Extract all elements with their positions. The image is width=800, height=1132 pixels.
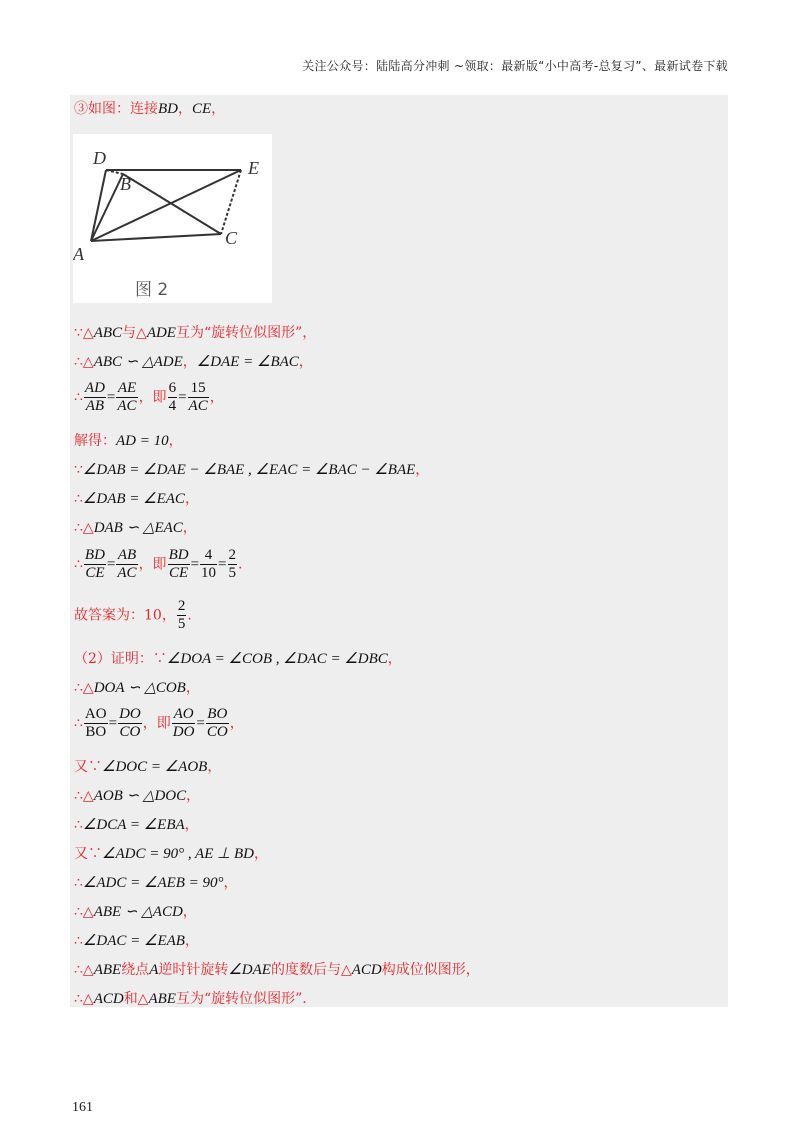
label-c: C [225,228,238,248]
line-given [74,322,316,342]
label-b: B [120,174,131,194]
math: ACD [351,962,382,978]
fraction: $\frac{AB}{AC}$ [117,547,137,581]
text: ， [184,491,199,507]
text: ， [209,389,224,406]
line-similar [74,351,313,371]
line-similar-2 [74,517,197,537]
text: 互为“旋转位似图形”. [175,991,307,1007]
text: ， [186,788,201,804]
math: ∠DAB = ∠DAE − ∠BAE , ∠EAC = ∠BAC − ∠BAE [82,462,416,478]
page-number: 161 [72,1100,93,1115]
math: ABE [93,962,122,978]
text: 又∵ [74,759,102,775]
label-e: E [248,158,259,178]
text: ， [184,817,199,833]
text: 互为“旋转位似图形”， [175,325,317,341]
text: ， [182,520,197,536]
text: ∴ [74,556,83,573]
text: （2）证明：∵ [74,651,167,667]
fraction: $\frac{AO}{BO}$ [84,706,107,740]
math: = [106,556,116,573]
line-angle-dca [74,814,199,834]
line-right-angles-eq [74,872,238,892]
text: ， [184,933,199,949]
text: ∴△ [74,904,94,920]
fraction: $\frac{AD}{AB}$ [84,380,105,414]
label-a: A [73,244,84,264]
text: ③如图：连接 [74,101,158,117]
text: ∴△ [74,680,94,696]
fraction: $\frac{DO}{CO}$ [119,706,141,740]
math: BD [158,101,178,117]
fraction: $\frac{15}{AC}$ [188,380,208,414]
math: DAB ∽ △EAC [93,520,183,536]
math: = [178,389,187,406]
math: AD = 10 [116,433,169,449]
text: ，即 [138,389,167,406]
math: ∠DOA = ∠COB , ∠DAC = ∠DBC [166,651,388,667]
math: ∠DAC = ∠EAB [82,933,185,949]
text: . [187,607,192,624]
line-angles [74,459,429,479]
math: ∠ADC = 90° , AE ⊥ BD [102,846,254,862]
math: ABE ∽ △ACD [93,904,183,920]
math: ∠DCA = ∠EBA [82,817,185,833]
page-header: 关注公众号：陆陆高分冲刺 ~领取：最新版“小中高考-总复习”、最新试卷下载 [302,59,728,73]
text: 和△ [123,991,149,1007]
math: = [106,389,116,406]
math: ABC [93,325,123,341]
text: ， [207,759,222,775]
text: ∴ [74,389,83,406]
text: ， [223,875,238,891]
text: ∴△ [74,354,94,370]
text: ∴ [74,715,83,732]
line-similar-4 [74,785,200,805]
fraction: $\frac{4}{10}$ [201,547,217,581]
line-connect [74,98,225,118]
fraction: $\frac{BD}{CE}$ [168,547,189,581]
fraction: $\frac{BD}{CE}$ [84,547,105,581]
text: ，即 [138,556,167,573]
line-similar-5 [74,901,197,921]
line-ratio-1 [74,380,224,415]
text: ∴△ [74,788,94,804]
text: ∴△ [74,991,94,1007]
fraction: $\frac{AO}{DO}$ [172,706,195,740]
fraction: $\frac{2}{5}$ [228,547,236,581]
math: ∠ADC = ∠AEB = 90° [82,875,224,891]
line-proof-start [74,648,402,668]
line-angle-doc [74,756,221,776]
text: ∴ [74,491,83,507]
text: ， [387,651,402,667]
text: ， [185,680,200,696]
figure-svg [73,134,272,303]
text: ∵ [74,462,83,478]
math: ∠DAE = ∠BAC [196,354,299,370]
math: ∠DAE [228,962,271,978]
text: ∴ [74,933,83,949]
math: ADE [146,325,176,341]
text: 的度数后与△ [270,962,352,978]
math: DOA ∽ △COB [93,680,186,696]
text: ∴△ [74,962,94,978]
text: 又∵ [74,846,102,862]
math: ABE [148,991,176,1007]
geometry-figure [73,134,272,303]
text: ， [168,433,183,449]
math: ABC ∽ △ADE [93,354,183,370]
text: ， [182,354,197,370]
math: = [190,556,200,573]
line-solve [74,430,183,450]
text: 与△ [122,325,147,341]
fraction: $\frac{2}{5}$ [177,598,186,632]
math: = [196,715,205,732]
text: 构成位似图形， [381,962,480,978]
fraction: $\frac{BO}{CO}$ [206,706,228,740]
text: ， [178,101,192,117]
line-similar-3 [74,677,200,697]
text: ∴△ [74,520,94,536]
label-d: D [93,148,106,168]
text: ∴ [74,817,83,833]
math: CE [192,101,212,117]
text: ， [415,462,430,478]
text: ∵△ [74,325,94,341]
text: 故答案为：10， [74,607,176,624]
math: = [218,556,227,573]
text: ∴ [74,875,83,891]
line-angle-dac [74,930,199,950]
line-conclusion [74,988,307,1008]
math: ACD [93,991,124,1007]
text: ， [229,715,244,732]
line-answer [74,598,192,633]
text: . [238,556,243,573]
line-ratio-2 [74,547,242,582]
math: A [149,962,159,978]
math: AOB ∽ △DOC [93,788,187,804]
text: ， [298,354,313,370]
text: 逆时针旋转 [158,962,229,978]
text: ， [182,904,197,920]
line-rotation [74,959,480,979]
math: ∠DOC = ∠AOB [102,759,208,775]
line-right-angle [74,843,268,863]
line-ratio-3 [74,706,244,741]
fraction: $\frac{AE}{AC}$ [117,380,137,414]
text: ， [211,101,226,117]
math: ∠DAB = ∠EAC [82,491,185,507]
line-angle-eq [74,488,199,508]
text: 绕点 [121,962,150,978]
text: ， [253,846,268,862]
figure-caption: 图 2 [135,280,169,300]
fraction: $\frac{6}{4}$ [168,380,177,414]
text: 解得： [74,433,116,449]
text: ，即 [142,715,171,732]
math: = [108,715,118,732]
